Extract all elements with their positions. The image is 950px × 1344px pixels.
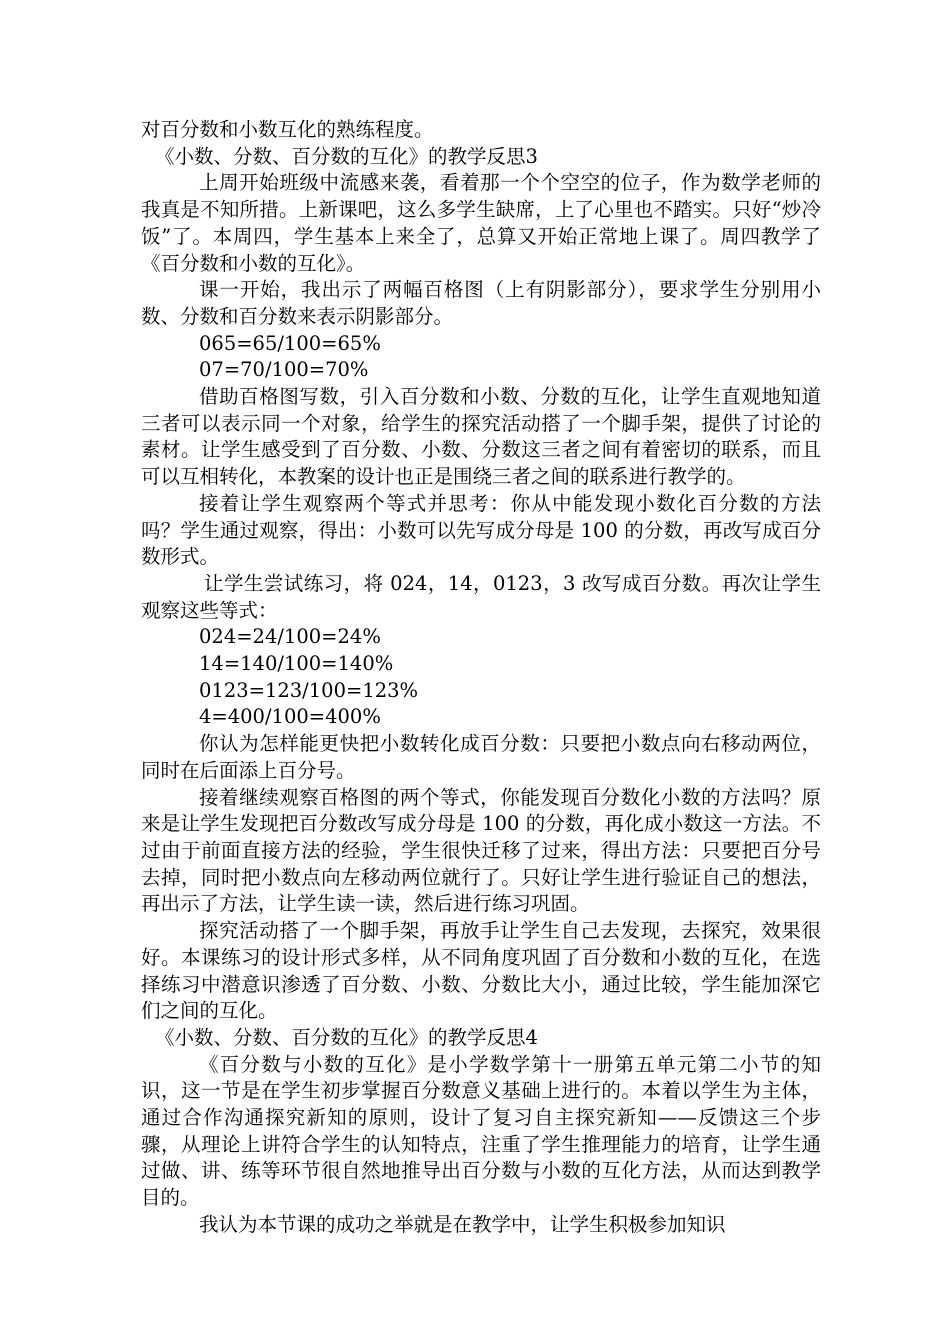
formula-line: 0123=123/100=123% — [199, 678, 419, 702]
formula-line: 065=65/100=65% — [199, 331, 381, 355]
formula-line: 07=70/100=70% — [199, 358, 369, 382]
paragraph: 探究活动搭了一个脚手架，再放手让学生自己去发现，去探究，效果很好。本课练习的设计形式多样，从不同角度巩固了百分数和小数的互化，在选择练习中潜意识渗透了百分数、小数、分数比大小，通过比较，学生能加深它们之间的互化。 — [141, 919, 821, 1023]
paragraph: 借助百格图写数，引入百分数和小数、分数的互化，让学生直观地知道三者可以表示同一个对象，给学生的探究活动搭了一个脚手架，提供了讨论的素材。让学生感受到了百分数、小数、分数这三者之间有着密切的联系，而且可以互相转化，本教案的设计也正是围绕三者之间的联系进行教学的。 — [141, 385, 821, 489]
formula-line: 4=400/100=400% — [199, 705, 381, 729]
paragraph: 我认为本节课的成功之举就是在教学中，让学生积极参加知识 — [199, 1212, 726, 1236]
paragraph: 你认为怎样能更快把小数转化成百分数：只要把小数点向右移动两位，同时在后面添上百分号。 — [141, 732, 821, 782]
document-body — [141, 117, 821, 1239]
formula-line: 024=24/100=24% — [199, 625, 381, 649]
paragraph: 课一开始，我出示了两幅百格图（上有阴影部分），要求学生分别用小数、分数和百分数来表示阴影部分。 — [141, 278, 821, 328]
paragraph: 接着让学生观察两个等式并思考：你从中能发现小数化百分数的方法吗？学生通过观察，得出：小数可以先写成分母是 100 的分数，再改写成百分数形式。 — [141, 491, 821, 569]
paragraph: 上周开始班级中流感来袭，看着那一个个空空的位子，作为数学老师的我真是不知所措。上新课吧，这么多学生缺席，上了心里也不踏实。只好“炒冷饭”了。本周四，学生基本上来全了，总算又开始正常地上课了。周四教学了《百分数和小数的互化》。 — [141, 171, 821, 275]
paragraph: 对百分数和小数互化的熟练程度。 — [141, 118, 434, 141]
paragraph: 《百分数与小数的互化》是小学数学第十一册第五单元第二小节的知识，这一节是在学生初步掌握百分数意义基础上进行的。本着以学生为主体，通过合作沟通探究新知的原则，设计了复习自主探究新知——反馈这三个步骤，从理论上讲符合学生的认知特点，注重了学生推理能力的培育，让学生通过做、讲、练等环节很自然地推导出百分数与小数的互化方法，从而达到教学目的。 — [141, 1052, 821, 1210]
section-heading: 《小数、分数、百分数的互化》的教学反思4 — [155, 1025, 538, 1049]
paragraph: 让学生尝试练习，将 024，14，0123，3 改写成百分数。再次让学生观察这些等式： — [141, 571, 821, 622]
paragraph: 接着继续观察百格图的两个等式，你能发现百分数化小数的方法吗？原来是让学生发现把百分数改写成分母是 100 的分数，再化成小数这一方法。不过由于前面直接方法的经验，学生很快迁移了过来，得出方法：只要把百分号去掉，同时把小数点向左移动两位就行了。只好让学生进行验证自己的想法，再出示了方法，让学生读一读，然后进行练习巩固。 — [141, 785, 821, 916]
formula-line: 14=140/100=140% — [199, 652, 394, 676]
section-heading: 《小数、分数、百分数的互化》的教学反思3 — [155, 144, 538, 168]
